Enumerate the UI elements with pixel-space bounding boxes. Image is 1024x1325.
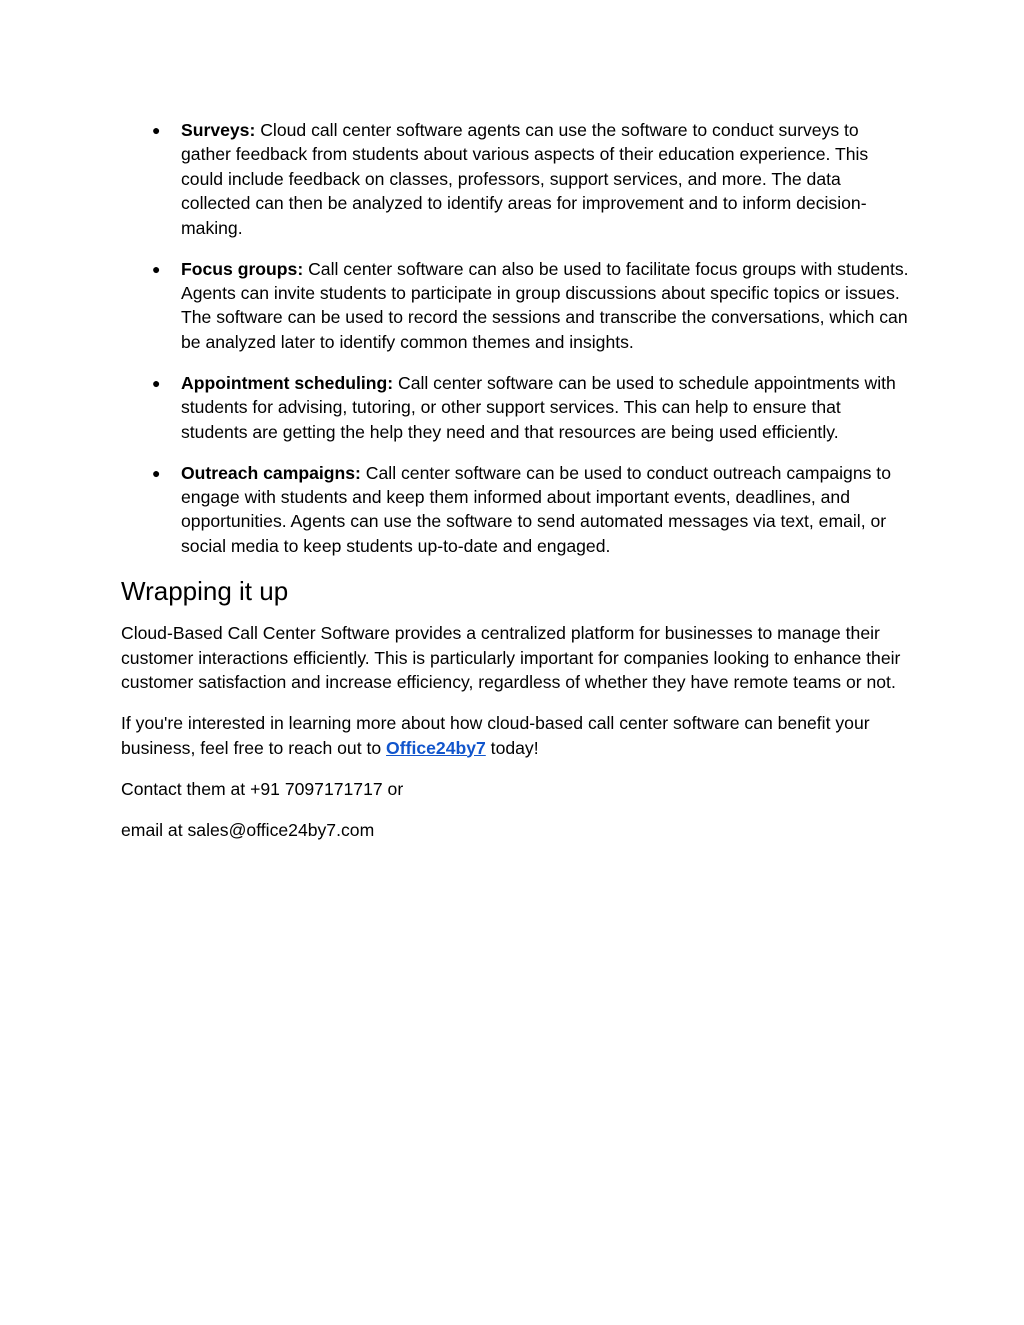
- bullet-dot-icon: ●: [152, 122, 161, 138]
- bullet-term: Appointment scheduling:: [181, 372, 394, 393]
- bullet-dot-icon: ●: [152, 374, 161, 391]
- cta-text-after: today!: [485, 737, 539, 758]
- bullet-term: Outreach campaigns:: [181, 462, 361, 483]
- bullet-dot-icon: ●: [152, 260, 161, 277]
- bullet-dot-icon: ●: [152, 464, 161, 481]
- bullet-list: [121, 118, 911, 558]
- bullet-item-appointment-scheduling: [121, 371, 911, 444]
- bullet-term: Focus groups:: [181, 258, 304, 279]
- bullet-text: Cloud call center software agents can use the software to conduct surveys to gather feedback from students about various aspects of their education experience. This could include feedback on classes, professors, support services, and more. The data collected can then be analyzed to identify areas for improvement and to inform decision-making.: [181, 120, 869, 238]
- bullet-item-surveys: [121, 118, 911, 240]
- bullet-text: Call center software can also be used to facilitate focus groups with students. Agents can invite students to participate in group discussions about specific topics or issues. The software can be used to record the sessions and transcribe the conversations, which can be analyzed later to identify common themes and insights.: [181, 258, 909, 352]
- bullet-item-outreach-campaigns: [121, 461, 911, 559]
- cta-text-before: If you're interested in learning more about how cloud-based call center software can benefit your business, feel free to reach out to: [121, 713, 870, 758]
- contact-email-line: email at sales@office24by7.com: [121, 819, 375, 840]
- bullet-term: Surveys:: [181, 120, 256, 140]
- cta-paragraph: [121, 711, 911, 760]
- contact-phone-line: Contact them at +91 7097171717 or: [121, 778, 404, 799]
- bullet-text: Call center software can be used to conduct outreach campaigns to engage with students and keep them informed about important events, deadlines, and opportunities. Agents can use the software to send automated messages via text, email, or social media to keep students up-to-date and engaged.: [181, 462, 891, 556]
- bullet-text: Call center software can be used to schedule appointments with students for advising, tutoring, or other support services. This can help to ensure that students are getting the help they need and that resources are being used efficiently.: [181, 372, 896, 442]
- section-heading: Wrapping it up: [121, 576, 289, 607]
- office24by7-link[interactable]: Office24by7: [386, 737, 486, 758]
- summary-paragraph: Cloud-Based Call Center Software provides a centralized platform for businesses to manage their customer interactions efficiently. This is particularly important for companies looking to enhance their customer satisfaction and increase efficiency, regardless of whether they have remote teams or not.: [121, 623, 901, 693]
- bullet-item-focus-groups: [121, 257, 911, 355]
- document-page: [121, 118, 911, 859]
